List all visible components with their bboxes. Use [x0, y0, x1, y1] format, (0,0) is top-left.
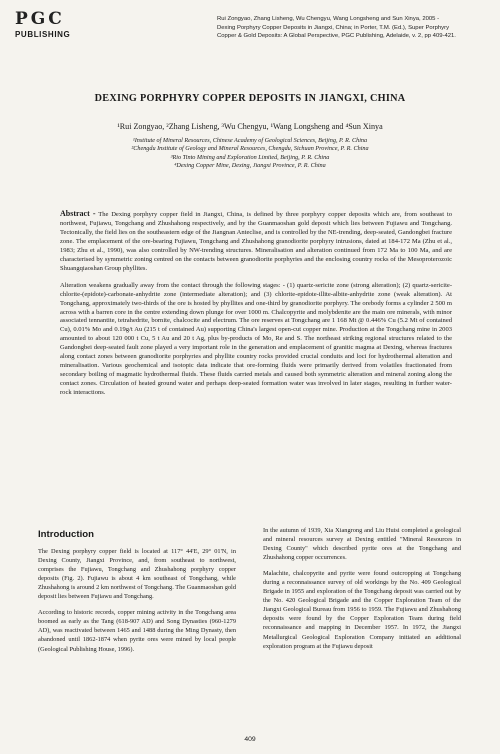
citation-block	[217, 15, 492, 41]
abstract-label: Abstract -	[60, 209, 96, 218]
body-paragraph: The Dexing porphyry copper field is located at 117° 44'E, 29° 01'N, in Dexing County, Jiangxi Province, and, from southeast to northwest, comprises the Fujiawu, Tongchang and Zhushahong porphyry copper deposits (Fig. 2). Fujiawu is about 4 km southeast of Tongchang, while Zhushahong is around 2 km northwest of Tongchang. The Guanmaoshan gold deposit lies between Fujiawu and Tongchang.	[38, 548, 236, 601]
citation-line: Copper & Gold Deposits: A Global Perspective, PGC Publishing, Adelaide, v. 2, pp 409-421.	[217, 33, 456, 40]
section-heading: Introduction	[38, 529, 94, 540]
body-paragraph: Malachite, chalcopyrite and pyrite were found outcropping at Tongchang during a reconnaissance survey of old workings by the No. 409 Geological Brigade in 1955 and exploration of the Tongchang deposit was carried out by the No. 420 Geological Brigade and the Copper Exploration Team of the Jiangxi Geological Bureau from 1956 to 1959. The Fujiawu and Zhushahong deposits were found by the Copper Exploration Team during field reconnaissance and mapping in December 1957. In 1972, the Jiangxi Metallurgical Geological Exploration Company initiated an additional exploration program at the Fujiawu deposit	[263, 570, 461, 650]
right-column	[263, 526, 461, 658]
publisher-logo	[15, 11, 77, 39]
body-paragraph: According to historic records, copper mining activity in the Tongchang area boomed as early as the Tang (618-907 AD) and Song Dynasties (960-1279 AD), was reactivated between 1465 and 1488 during the Ming Dynasty, then abandoned until 1862-1874 when pyrite ores were mined by local people (Geological Publishing House, 1996).	[38, 609, 236, 653]
abstract-text: The Dexing porphyry copper field in Jiangxi, China, is defined by three porphyry copper deposits which are, from southeast to northwest, Fujiawu, Tongchang and Zhushahong respectively, and by the Guanmaoshan gold deposit which lies between Fujiawu and Tongchang. Tectonically, the field lies on the southeastern edge of the Jiangnan Anteclise, and is controlled by the NE-trending, deep-seated, Gandongbei fracture zone. The emplacement of the ore-bearing Fujiawu, Tongchang and Zhushahong granodiorite porphyry intrusions, dated at 184-172 Ma (Zhu et al., 1983; Zhu et al., 1990), was also controlled by NW-trending structures. Mineralisation and alteration continued from 172 Ma to 100 Ma, and are characterised by symmetric zoning centred on the contacts between granodiorite porphyries and the enclosing country rocks of the Mesoproterozoic Shuangqiaoshan Group phyllites.	[60, 211, 452, 272]
abstract-paragraph	[60, 210, 452, 274]
affiliation-list	[0, 137, 500, 171]
paper-title: DEXING PORPHYRY COPPER DEPOSITS IN JIANGXI, CHINA	[94, 93, 406, 104]
abstract	[60, 210, 452, 406]
affiliation: ³Rio Tinto Mining and Exploration Limited, Beijing, P. R. China	[170, 153, 330, 161]
affiliation: ¹Institute of Mineral Resources, Chinese Academy of Geological Sciences, Beijing, P. R. China	[132, 137, 368, 144]
citation-line: Rui Zongyao, Zhang Lisheng, Wu Chengyu, Wang Longsheng and Sun Xinya, 2005 -	[217, 16, 440, 22]
left-column	[38, 530, 236, 661]
affiliation: ⁴Dexing Copper Mine, Dexing, Jiangxi Province, P. R. China	[174, 162, 326, 170]
logo-word: PUBLISHING	[15, 30, 71, 39]
citation-line: Dexing Porphyry Copper Deposits in Jiangxi, China; in Porter, T.M. (Ed.), Super Porphyry	[217, 24, 450, 31]
author-list: ¹Rui Zongyao, ²Zhang Lisheng, ³Wu Chengyu, ¹Wang Longsheng and ⁴Sun Xinya	[117, 122, 383, 131]
affiliation: ²Chengdu Institute of Geology and Mineral Resources, Chengdu, Sichuan Province, P. R. China	[131, 145, 369, 153]
logo-mark: PGC	[15, 9, 65, 29]
page-number: 409	[244, 736, 256, 743]
abstract-paragraph: Alteration weakens gradually away from the contact through the following stages: - (1) quartz-sericite zone (strong alteration); (2) quartz-sericite-chlorite-(epidote)-carbonate-anhydrite zone (intermediate alteration); and (3) chlorite-epidote-illite-albite-anhydrite zone (weak alteration). At Tongchang, approximately two-thirds of the ore is hosted by phyllites and one-third by granodiorite porphyry. The orebody forms a cylinder 2 500 m across with a barren core in the centre extending down plunge for over 1000 m. Chalcopyrite and molybdenite are the main ore minerals, with minor associated tennantite, tetrahedrite, bornite, chalcocite and electrum. The ore reserves at Tongchang are 1 168 Mt @ 0.446% Cu (5.2 Mt of contained Cu), 0.01% Mo and 0.19g/t Au (215 t of contained Au) supporting China's largest open-cut copper mine. Production at the Tongchang mine in 2003 amounted to about 120 000 t Cu, 5 t Au and 20 t Ag, plus by-products of Mo, Re and S. The northeast striking regional structures related to the Gandongbei deep-seated fault zone played a very important role in the generation and emplacement of granitic magma at Dexing, whereas fractures along contact zones between granodiorite porphyries and phyllite country rocks provided crucial conduits and loci for hydrothermal alteration and mineralisation. Various geochemical and isotopic data indicate that ore-forming fluids were primarily derived from volatiles fractionated from secondary boiling of magmatic hydrothermal fluids. These fluids carried metals and caused both symmetric alteration and mineral zoning along the contact zones. Circulation of heated ground water and perhaps deep-seated formation water was involved in later stages, resulting in further water-rock interactions.	[60, 281, 452, 397]
body-paragraph: In the autumn of 1939, Xia Xiangrong and Liu Huisi completed a geological and mineral resources survey at Dexing entitled "Mineral Resources in Dexing County" which described pyrite ores at the Tongchang and Zhushahong copper occurrences.	[263, 527, 461, 562]
